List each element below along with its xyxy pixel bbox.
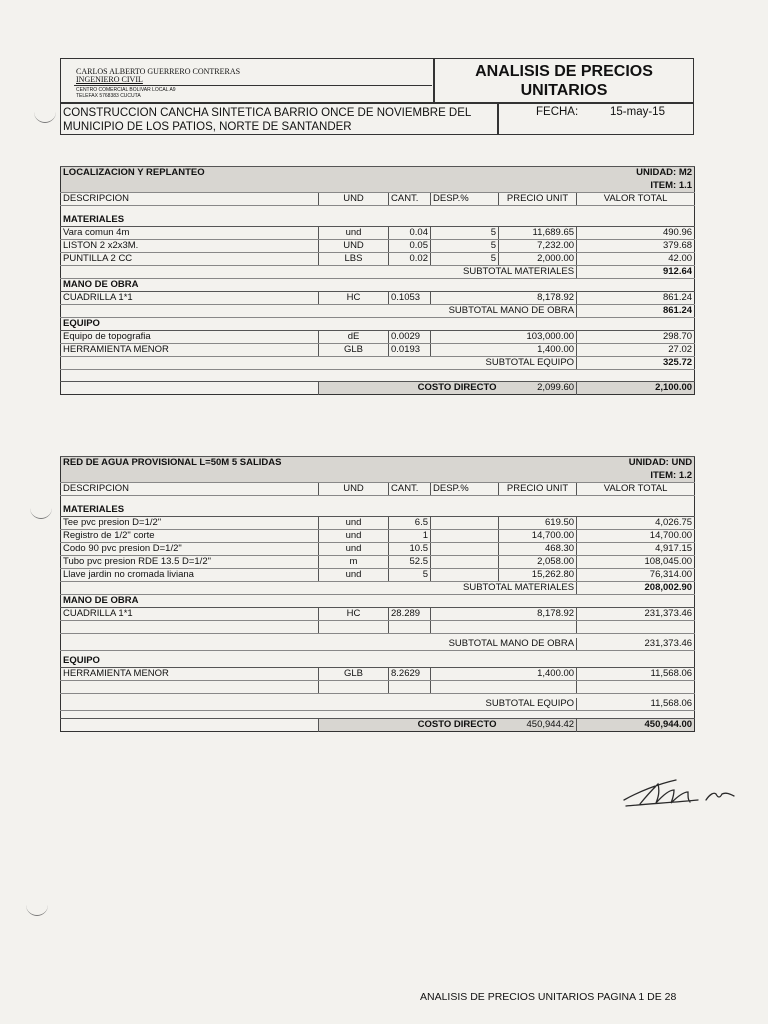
col-desp: DESP.% bbox=[431, 193, 499, 206]
subtotal-label: SUBTOTAL MANO DE OBRA bbox=[61, 638, 577, 651]
profession: INGENIERO CIVIL bbox=[76, 75, 143, 84]
subtotal-row bbox=[61, 266, 695, 279]
subtotal-row bbox=[61, 582, 695, 595]
item-number: ITEM: 1.2 bbox=[577, 470, 695, 483]
col-descripcion: DESCRIPCION bbox=[61, 193, 319, 206]
col-und: UND bbox=[319, 193, 389, 206]
section-materiales bbox=[61, 504, 695, 517]
col-desp: DESP.% bbox=[431, 483, 499, 496]
address-line-1: CENTRO COMERCIAL BOLIVAR LOCAL A9 bbox=[76, 87, 176, 93]
blank-row bbox=[61, 621, 695, 634]
item-title-row bbox=[61, 167, 695, 180]
col-precio-unit: PRECIO UNIT bbox=[499, 483, 577, 496]
table-row: PUNTILLA 2 CC LBS 0.02 5 2,000.00 42.00 bbox=[61, 253, 695, 266]
item-number-row bbox=[61, 180, 695, 193]
punch-mark bbox=[26, 905, 48, 916]
document-title-line-1: ANALISIS DE PRECIOS bbox=[475, 63, 653, 80]
document-title-line-2: UNITARIOS bbox=[520, 82, 608, 99]
column-header-row bbox=[61, 193, 695, 206]
subtotal-value: 208,002.90 bbox=[577, 582, 695, 595]
section-label: MATERIALES bbox=[63, 213, 125, 225]
subtotal-value: 861.24 bbox=[577, 305, 695, 318]
project-line-1: CONSTRUCCION CANCHA SINTETICA BARRIO ONCE DE NOVIEMBRE DEL bbox=[63, 107, 472, 119]
table-row: CUADRILLA 1*1 HC 28.289 8,178.92 231,373.46 bbox=[61, 608, 695, 621]
item-unit: UNIDAD: M2 bbox=[577, 167, 695, 180]
company-name: CARLOS ALBERTO GUERRERO CONTRERAS bbox=[76, 67, 241, 76]
punch-mark bbox=[30, 508, 52, 519]
costo-directo-label: COSTO DIRECTO bbox=[319, 382, 499, 395]
column-header-row bbox=[61, 483, 695, 496]
section-mano-de-obra bbox=[61, 279, 695, 292]
table-row: Tee pvc presion D=1/2" und 6.5 619.50 4,026.75 bbox=[61, 517, 695, 530]
costo-directo-row bbox=[61, 719, 695, 732]
table-row: Vara comun 4m und 0.04 5 11,689.65 490.96 bbox=[61, 227, 695, 240]
col-valor-total: VALOR TOTAL bbox=[577, 483, 695, 496]
item-number-row bbox=[61, 470, 695, 483]
col-cant: CANT. bbox=[389, 193, 431, 206]
subtotal-row bbox=[61, 357, 695, 370]
subtotal-label: SUBTOTAL EQUIPO bbox=[61, 357, 577, 370]
costo-directo-calc: 450,944.42 bbox=[499, 719, 577, 732]
subtotal-label: SUBTOTAL MATERIALES bbox=[61, 582, 577, 595]
item-title: LOCALIZACION Y REPLANTEO bbox=[61, 167, 577, 180]
date-value: 15-may-15 bbox=[610, 106, 665, 118]
table-row: Registro de 1/2" corte und 1 14,700.00 14,700.00 bbox=[61, 530, 695, 543]
costo-directo-label: COSTO DIRECTO bbox=[319, 719, 499, 732]
col-valor-total: VALOR TOTAL bbox=[577, 193, 695, 206]
section-label: MATERIALES bbox=[63, 503, 125, 515]
item-title-row bbox=[61, 457, 695, 470]
header-divider bbox=[74, 85, 432, 86]
subtotal-label: SUBTOTAL EQUIPO bbox=[61, 698, 577, 711]
costo-directo-value: 2,100.00 bbox=[577, 382, 695, 395]
section-label: MANO DE OBRA bbox=[63, 595, 139, 606]
project-line-2: MUNICIPIO DE LOS PATIOS, NORTE DE SANTANDER bbox=[63, 121, 352, 133]
punch-mark bbox=[34, 112, 56, 123]
item-unit: UNIDAD: UND bbox=[577, 457, 695, 470]
col-cant: CANT. bbox=[389, 483, 431, 496]
subtotal-label: SUBTOTAL MANO DE OBRA bbox=[61, 305, 577, 318]
table-row: HERRAMIENTA MENOR GLB 8.2629 1,400.00 11,568.06 bbox=[61, 668, 695, 681]
table-row: Codo 90 pvc presion D=1/2" und 10.5 468.30 4,917.15 bbox=[61, 543, 695, 556]
subtotal-value: 912.64 bbox=[577, 266, 695, 279]
item-number: ITEM: 1.1 bbox=[577, 180, 695, 193]
signature bbox=[618, 770, 768, 814]
section-label: MANO DE OBRA bbox=[63, 279, 139, 290]
section-mano-de-obra bbox=[61, 595, 695, 608]
table-row: HERRAMIENTA MENOR GLB 0.0193 1,400.00 27.02 bbox=[61, 344, 695, 357]
col-precio-unit: PRECIO UNIT bbox=[499, 193, 577, 206]
subtotal-value: 325.72 bbox=[577, 357, 695, 370]
costo-directo-value: 450,944.00 bbox=[577, 719, 695, 732]
section-label: EQUIPO bbox=[63, 654, 100, 666]
subtotal-row bbox=[61, 698, 695, 711]
costo-directo-row bbox=[61, 382, 695, 395]
item-title: RED DE AGUA PROVISIONAL L=50M 5 SALIDAS bbox=[61, 457, 577, 470]
subtotal-value: 231,373.46 bbox=[577, 638, 695, 651]
apu-table-item-2 bbox=[60, 456, 695, 732]
apu-table-item-1 bbox=[60, 166, 695, 395]
table-row: LISTON 2 x2x3M. UND 0.05 5 7,232.00 379.68 bbox=[61, 240, 695, 253]
page-footer: ANALISIS DE PRECIOS UNITARIOS PAGINA 1 DE 28 bbox=[420, 991, 677, 1003]
blank-row bbox=[61, 681, 695, 694]
table-row: Equipo de topografia dE 0.0029 103,000.00 298.70 bbox=[61, 331, 695, 344]
table-row: CUADRILLA 1*1 HC 0.1053 8,178.92 861.24 bbox=[61, 292, 695, 305]
section-label: EQUIPO bbox=[63, 318, 100, 329]
col-descripcion: DESCRIPCION bbox=[61, 483, 319, 496]
costo-directo-calc: 2,099.60 bbox=[499, 382, 577, 395]
section-materiales bbox=[61, 214, 695, 227]
subtotal-row bbox=[61, 638, 695, 651]
address-line-2: TELEFAX 5768383 CUCUTA bbox=[76, 93, 141, 99]
subtotal-row bbox=[61, 305, 695, 318]
date-label: FECHA: bbox=[536, 106, 579, 118]
section-equipo bbox=[61, 318, 695, 331]
section-equipo bbox=[61, 655, 695, 668]
subtotal-value: 11,568.06 bbox=[577, 698, 695, 711]
table-row: Llave jardin no cromada liviana und 5 15,262.80 76,314.00 bbox=[61, 569, 695, 582]
subtotal-label: SUBTOTAL MATERIALES bbox=[61, 266, 577, 279]
table-row: Tubo pvc presion RDE 13.5 D=1/2" m 52.5 2,058.00 108,045.00 bbox=[61, 556, 695, 569]
col-und: UND bbox=[319, 483, 389, 496]
